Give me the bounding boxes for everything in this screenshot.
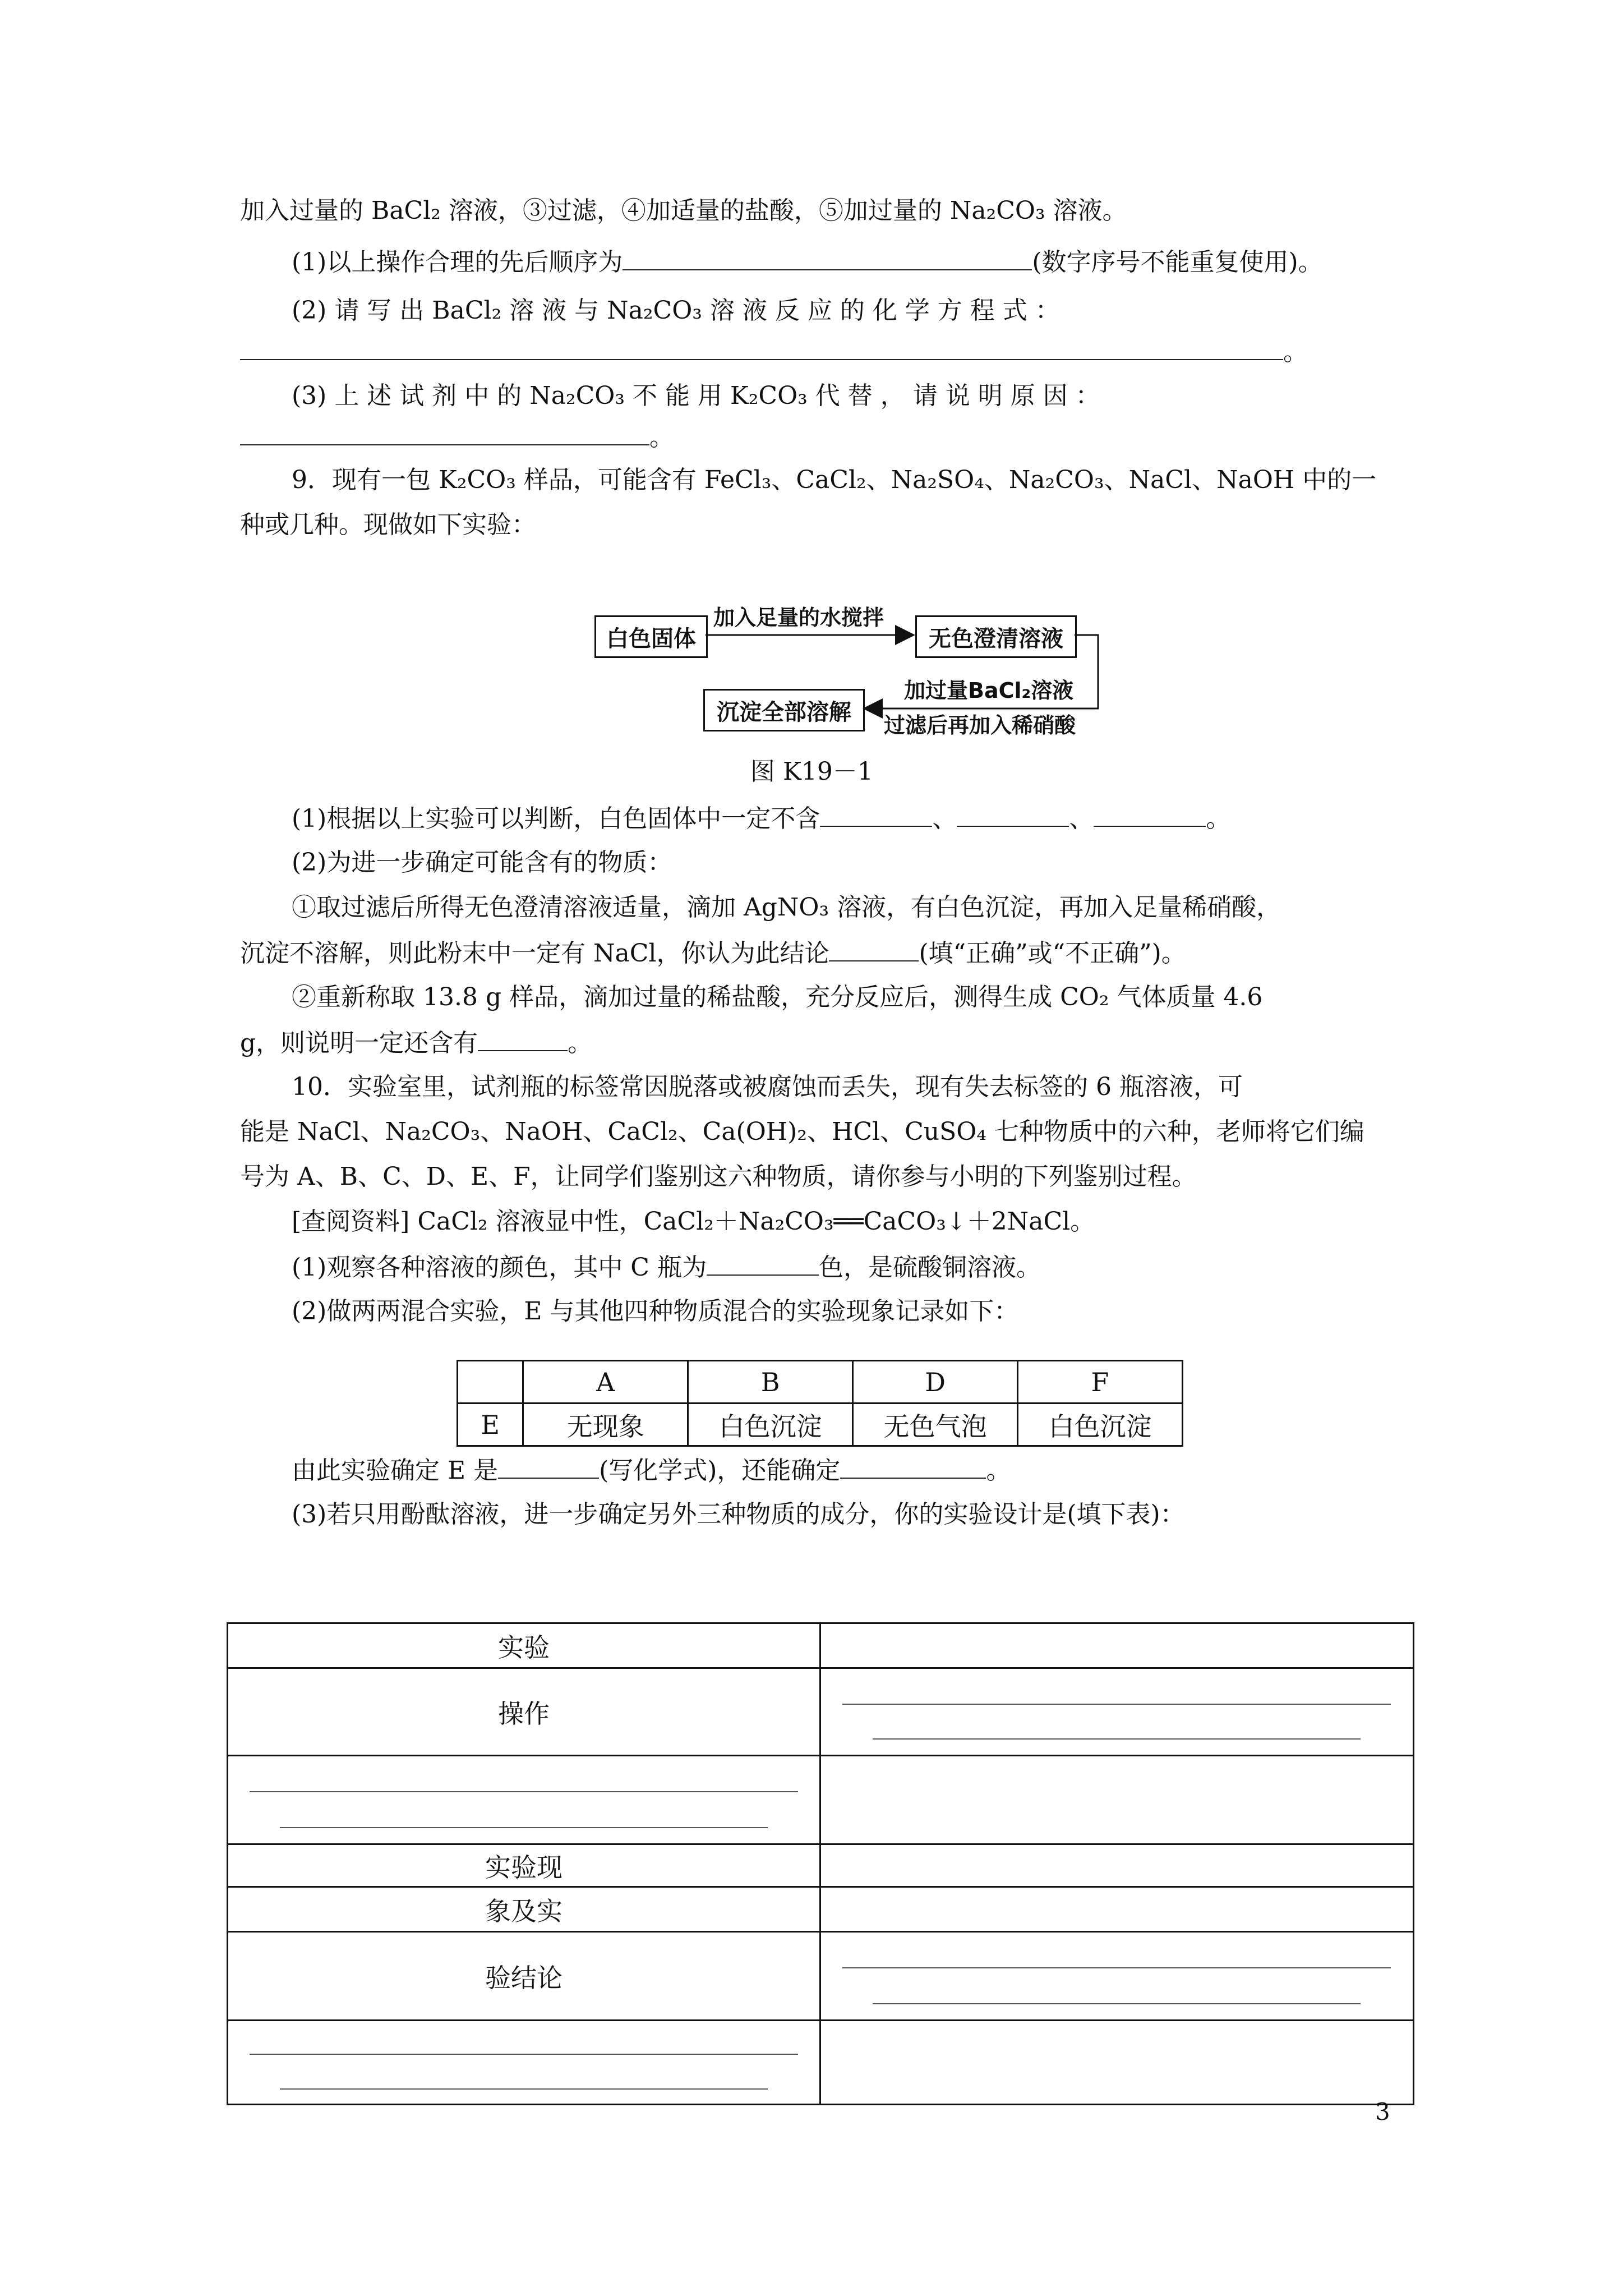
answer-blank[interactable] xyxy=(840,1453,986,1479)
answer-blank[interactable] xyxy=(820,801,932,827)
table-header: F xyxy=(1018,1361,1183,1404)
flow-box-white-solid: 白色固体 xyxy=(594,615,708,658)
question-2: (2) 请 写 出 BaCl₂ 溶 液 与 Na₂CO₃ 溶 液 反 应 的 化 学 方 程 式 ： xyxy=(292,296,1060,325)
table-cell[interactable] xyxy=(820,1844,1414,1887)
arrow-return-icon xyxy=(866,635,1098,708)
table-cell xyxy=(458,1361,523,1404)
table-cell[interactable] xyxy=(820,1623,1414,1668)
table-cell[interactable] xyxy=(820,1887,1414,1932)
problem-10-reference: [查阅资料] CaCl₂ 溶液显中性，CaCl₂＋Na₂CO₃══CaCO₃↓＋2NaCl。 xyxy=(292,1207,1095,1236)
answer-cell[interactable] xyxy=(820,1668,1414,1756)
answer-line xyxy=(250,1791,798,1792)
table-cell: 白色沉淀 xyxy=(1018,1404,1183,1446)
experiment-design-table xyxy=(227,1622,1414,2105)
answer-line xyxy=(280,1827,768,1828)
answer-blank[interactable] xyxy=(707,1250,819,1276)
problem-10-text: 10．实验室里，试剂瓶的标签常因脱落或被腐蚀而丢失，现有失去标签的 6 瓶溶液，可 xyxy=(292,1073,1243,1101)
question-10-2-answer: 由此实验确定 E 是 (写化学式)，还能确定 。 xyxy=(292,1453,1011,1488)
flow-arrow-label: 加过量BaCl₂溶液 xyxy=(904,678,1074,703)
answer-blank[interactable] xyxy=(1094,801,1206,827)
table-header: D xyxy=(853,1361,1018,1404)
answer-blank[interactable] xyxy=(829,936,919,961)
answer-line xyxy=(280,2088,768,2090)
table-header: A xyxy=(523,1361,688,1404)
table-row xyxy=(228,1668,1414,1756)
table-header-row xyxy=(458,1361,1183,1404)
table-cell: E xyxy=(458,1404,523,1446)
answer-cell[interactable] xyxy=(820,1932,1414,2021)
answer-blank[interactable] xyxy=(478,1025,568,1051)
flow-arrow-label: 过滤后再加入稀硝酸 xyxy=(884,713,1076,738)
table-cell: 白色沉淀 xyxy=(688,1404,853,1446)
question-10-1: (1)观察各种溶液的颜色，其中 C 瓶为 色，是硫酸铜溶液。 xyxy=(292,1250,1041,1285)
question-9-2-2: g，则说明一定还含有 。 xyxy=(240,1025,592,1060)
problem-9-text: 9．现有一包 K₂CO₃ 样品，可能含有 FeCl₃、CaCl₂、Na₂SO₄、Na₂CO₃、NaCl、NaOH 中的一 xyxy=(292,466,1377,494)
problem-9-text: 种或几种。现做如下实验： xyxy=(240,510,536,539)
text-line: 加入过量的 BaCl₂ 溶液，③过滤，④加适量的盐酸，⑤加过量的 Na₂CO₃ 溶液。 xyxy=(240,196,1127,225)
question-9-2-1: ①取过滤后所得无色澄清溶液适量，滴加 AgNO₃ 溶液，有白色沉淀，再加入足量稀硝酸， xyxy=(292,893,1281,922)
mixing-results-table xyxy=(457,1360,1183,1447)
table-cell: 实验 xyxy=(228,1623,820,1668)
question-9-2: (2)为进一步确定可能含有的物质： xyxy=(292,848,672,877)
question-9-2-2: ②重新称取 13.8 g 样品，滴加过量的稀盐酸，充分反应后，测得生成 CO₂ 气体质量 4.6 xyxy=(292,983,1263,1011)
answer-line: 。 xyxy=(240,334,1308,369)
table-row xyxy=(458,1404,1183,1446)
flow-arrows xyxy=(0,0,1623,785)
answer-line xyxy=(842,1704,1391,1705)
table-cell: 无现象 xyxy=(523,1404,688,1446)
table-cell: 操作 xyxy=(228,1668,820,1756)
question-10-2: (2)做两两混合实验，E 与其他四种物质混合的实验现象记录如下： xyxy=(292,1297,1019,1326)
problem-10-text: 能是 NaCl、Na₂CO₃、NaOH、CaCl₂、Ca(OH)₂、HCl、CuSO₄ 七种物质中的六种，老师将它们编 xyxy=(240,1117,1364,1146)
question-1: (1)以上操作合理的先后顺序为 (数字序号不能重复使用)。 xyxy=(292,245,1323,279)
table-cell: 象及实 xyxy=(228,1887,820,1932)
table-cell: 无色气泡 xyxy=(853,1404,1018,1446)
answer-cell[interactable] xyxy=(228,2021,820,2105)
answer-line xyxy=(842,1967,1391,1968)
answer-blank[interactable] xyxy=(498,1453,599,1479)
question-9-2-1: 沉淀不溶解，则此粉末中一定有 NaCl，你认为此结论 (填“正确”或“不正确”)。 xyxy=(240,936,1186,970)
problem-10-text: 号为 A、B、C、D、E、F，让同学们鉴别这六种物质，请你参与小明的下列鉴别过程。 xyxy=(240,1162,1197,1191)
answer-line xyxy=(873,1738,1361,1740)
flow-arrow-label: 加入足量的水搅拌 xyxy=(713,605,884,630)
question-3: (3) 上 述 试 剂 中 的 Na₂CO₃ 不 能 用 K₂CO₃ 代 替 ， 请 说 明 原 因 ： xyxy=(292,381,1100,410)
question-9-1: (1)根据以上实验可以判断，白色固体中一定不含 、 、 。 xyxy=(292,801,1230,836)
flow-box-clear-solution: 无色澄清溶液 xyxy=(915,615,1077,658)
table-cell: 验结论 xyxy=(228,1932,820,2021)
flow-box-precipitate-dissolved: 沉淀全部溶解 xyxy=(703,689,865,731)
question-10-3: (3)若只用酚酞溶液，进一步确定另外三种物质的成分，你的实验设计是(填下表)： xyxy=(292,1500,1185,1529)
answer-blank[interactable] xyxy=(957,801,1069,827)
table-row xyxy=(228,1844,1414,1887)
table-cell: 实验现 xyxy=(228,1844,820,1887)
figure-caption: 图 K19－1 xyxy=(750,757,873,786)
answer-line xyxy=(250,2054,798,2055)
table-row xyxy=(228,1887,1414,1932)
answer-cell[interactable] xyxy=(228,1756,820,1844)
answer-line: 。 xyxy=(240,420,674,454)
table-row xyxy=(228,1623,1414,1668)
table-header: B xyxy=(688,1361,853,1404)
table-row xyxy=(228,2021,1414,2105)
answer-line xyxy=(873,2003,1361,2004)
table-row xyxy=(228,1756,1414,1844)
table-cell[interactable] xyxy=(820,1756,1414,1844)
table-row xyxy=(228,1932,1414,2021)
page-number: 3 xyxy=(1375,2098,1390,2125)
table-cell[interactable] xyxy=(820,2021,1414,2105)
